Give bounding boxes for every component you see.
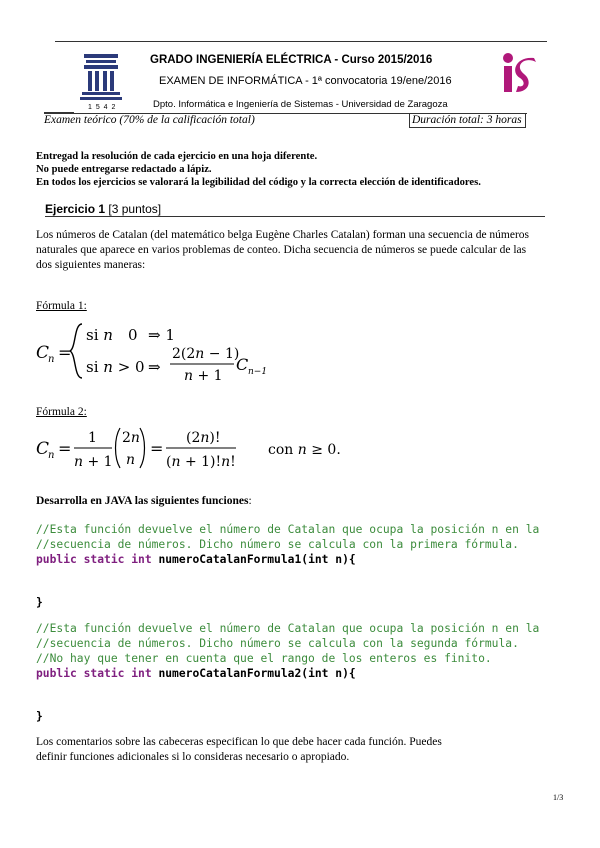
svg-text:C: C — [236, 355, 249, 374]
svg-text:con n ≥ 0.: con n ≥ 0. — [268, 442, 341, 458]
svg-text:⇒: ⇒ — [148, 358, 161, 376]
intro-line-3: dos siguientes maneras: — [36, 259, 146, 271]
theory-label: Examen teórico (70% de la calificación total) — [44, 114, 255, 126]
svg-text:⇒ 1: ⇒ 1 — [148, 326, 175, 344]
svg-text:C: C — [36, 439, 50, 459]
svg-text:2(2n − 1): 2(2n − 1) — [172, 346, 240, 362]
instruction-3: En todos los ejercicios se valorará la legibilidad del código y la correcta elección de identificadores. — [36, 177, 481, 188]
svg-text:(2n)!: (2n)! — [186, 430, 221, 446]
is-logo — [500, 52, 540, 100]
instruction-1: Entregad la resolución de cada ejercicio en una hoja diferente. — [36, 151, 318, 162]
formula2-label: Fórmula 2: — [36, 406, 87, 418]
header-title: GRADO INGENIERÍA ELÉCTRICA - Curso 2015/2016 — [150, 54, 433, 66]
formula-1 — [36, 318, 296, 384]
svg-text:n−1: n−1 — [248, 367, 268, 377]
footer-line-1: Los comentarios sobre las cabeceras especifican lo que debe hacer cada función. Puedes — [36, 736, 442, 748]
duration-label: Duración total: 3 horas — [412, 114, 522, 126]
svg-text:=: = — [58, 343, 72, 362]
code1-close-brace: } — [36, 596, 43, 609]
svg-text:si n: si n — [86, 326, 113, 344]
footer-line-2: definir funciones adicionales si lo consideras necesario o apropiado. — [36, 751, 350, 763]
code2-comment-1: //Esta función devuelve el número de Catalan que ocupa la posición n en la — [36, 622, 540, 635]
code1-signature: public static int numeroCatalanFormula1(int n){ — [36, 553, 356, 566]
svg-text:1: 1 — [88, 430, 97, 446]
exercise-title: Ejercicio 1 — [45, 202, 106, 216]
task-line: Desarrolla en JAVA las siguientes funciones: — [36, 495, 252, 507]
page-number: 1/3 — [553, 793, 564, 802]
top-rule — [55, 41, 547, 42]
code1-comment-2: //secuencia de números. Dicho número se calcula con la primera fórmula. — [36, 538, 519, 551]
code2-close-brace: } — [36, 710, 43, 723]
intro-line-2: naturales que aparece en varios problemas de conteo. Dicha secuencia de números se puede calcular de las — [36, 244, 527, 256]
exercise-points: [3 puntos] — [108, 202, 162, 216]
svg-text:n: n — [48, 450, 55, 461]
svg-text:n + 1: n + 1 — [74, 454, 113, 470]
svg-text:C: C — [36, 343, 50, 363]
svg-text:n: n — [48, 354, 55, 365]
logo-year: 1 5 4 2 — [88, 104, 117, 111]
exercise-heading — [45, 202, 161, 216]
exercise-rule — [45, 216, 545, 217]
code2-comment-2: //secuencia de números. Dicho número se calcula con la segunda fórmula. — [36, 637, 519, 650]
svg-text:2n: 2n — [122, 430, 140, 446]
header-exam: EXAMEN DE INFORMÁTICA - 1ª convocatoria 19/ene/2016 — [159, 75, 452, 87]
formula-2 — [36, 424, 356, 474]
svg-text:n + 1: n + 1 — [184, 368, 223, 384]
svg-text:0: 0 — [128, 326, 138, 344]
intro-line-1: Los números de Catalan (del matemático belga Eugène Charles Catalan) forman una secuencia de números — [36, 229, 530, 241]
svg-text:=: = — [58, 439, 72, 458]
instruction-2: No puede entregarse redactado a lápiz. — [36, 164, 212, 175]
svg-text:si n > 0: si n > 0 — [86, 358, 145, 376]
svg-text:n: n — [126, 452, 136, 468]
svg-text:(n + 1)!n!: (n + 1)!n! — [166, 454, 236, 470]
code1-comment-1: //Esta función devuelve el número de Catalan que ocupa la posición n en la — [36, 523, 540, 536]
code2-comment-3: //No hay que tener en cuenta que el rango de los enteros es finito. — [36, 652, 492, 665]
svg-text:=: = — [150, 439, 164, 458]
formula1-label: Fórmula 1: — [36, 300, 87, 312]
code2-signature: public static int numeroCatalanFormula2(int n){ — [36, 667, 356, 680]
header-department: Dpto. Informática e Ingeniería de Sistemas - Universidad de Zaragoza — [153, 99, 448, 110]
